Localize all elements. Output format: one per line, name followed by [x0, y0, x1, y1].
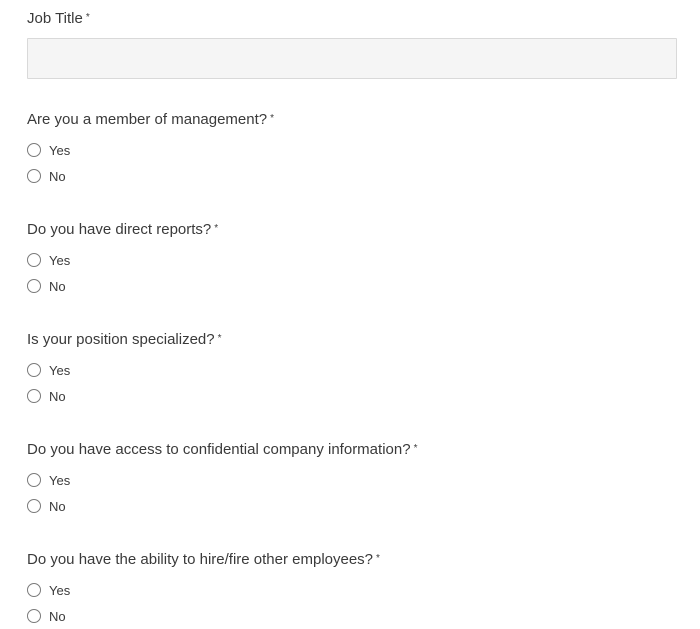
- radio-group: [27, 467, 677, 519]
- question-label: Do you have access to confidential company information? *: [27, 441, 418, 458]
- radio-label: No: [49, 278, 66, 294]
- radio-button[interactable]: [27, 253, 41, 267]
- question-management: [27, 111, 677, 189]
- radio-group: [27, 357, 677, 409]
- radio-button[interactable]: [27, 169, 41, 183]
- radio-option-yes[interactable]: [27, 467, 677, 493]
- question-position-specialized: [27, 331, 677, 409]
- radio-button[interactable]: [27, 583, 41, 597]
- radio-button[interactable]: [27, 363, 41, 377]
- radio-label: No: [49, 168, 66, 184]
- radio-group: [27, 577, 677, 629]
- question-direct-reports: [27, 221, 677, 299]
- required-marker: *: [85, 12, 90, 23]
- job-title-input[interactable]: [27, 38, 677, 79]
- radio-option-yes[interactable]: [27, 357, 677, 383]
- radio-button[interactable]: [27, 143, 41, 157]
- radio-button[interactable]: [27, 473, 41, 487]
- job-title-field-group: [27, 10, 677, 79]
- radio-option-no[interactable]: [27, 603, 677, 629]
- job-info-form: [27, 10, 677, 629]
- required-marker: *: [270, 113, 275, 124]
- radio-option-no[interactable]: [27, 383, 677, 409]
- radio-option-yes[interactable]: [27, 247, 677, 273]
- radio-label: Yes: [49, 582, 71, 598]
- required-marker: *: [413, 443, 418, 454]
- required-marker: *: [214, 223, 219, 234]
- radio-label: No: [49, 388, 66, 404]
- radio-option-no[interactable]: [27, 273, 677, 299]
- radio-group: [27, 247, 677, 299]
- question-label: Is your position specialized? *: [27, 331, 222, 348]
- question-hire-fire: [27, 551, 677, 629]
- radio-label: Yes: [49, 362, 71, 378]
- radio-button[interactable]: [27, 609, 41, 623]
- radio-label: Yes: [49, 252, 71, 268]
- radio-label: No: [49, 608, 66, 624]
- radio-label: Yes: [49, 142, 71, 158]
- radio-option-yes[interactable]: [27, 577, 677, 603]
- radio-button[interactable]: [27, 279, 41, 293]
- radio-label: No: [49, 498, 66, 514]
- radio-option-no[interactable]: [27, 163, 677, 189]
- radio-button[interactable]: [27, 389, 41, 403]
- radio-group: [27, 137, 677, 189]
- job-title-label: Job Title *: [27, 10, 90, 27]
- radio-label: Yes: [49, 472, 71, 488]
- question-label: Are you a member of management? *: [27, 111, 275, 128]
- question-label: Do you have direct reports? *: [27, 221, 219, 238]
- radio-option-no[interactable]: [27, 493, 677, 519]
- required-marker: *: [217, 333, 222, 344]
- radio-button[interactable]: [27, 499, 41, 513]
- required-marker: *: [376, 553, 380, 564]
- question-label: Do you have the ability to hire/fire other employees? *: [27, 551, 380, 568]
- question-confidential-access: [27, 441, 677, 519]
- radio-option-yes[interactable]: [27, 137, 677, 163]
